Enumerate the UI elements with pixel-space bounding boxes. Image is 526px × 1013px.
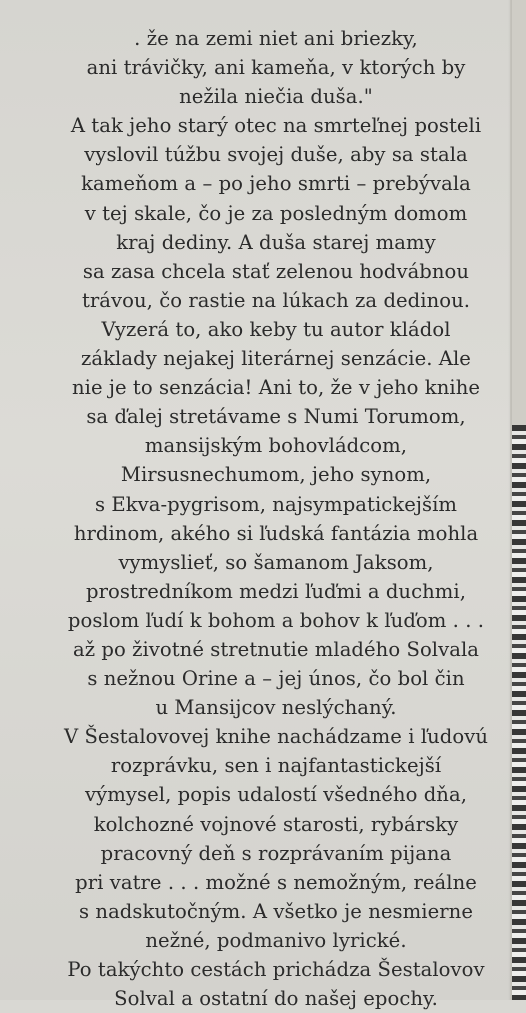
text-line: s nadskutočným. A všetko je nesmierne bbox=[79, 899, 473, 923]
cover-pattern-strip bbox=[512, 425, 526, 1000]
text-line: rozprávku, sen i najfantastickejší bbox=[110, 754, 442, 778]
text-line: . že na zemi niet ani briezky, bbox=[134, 27, 418, 50]
text-line: nie je to senzácia! Ani to, že v jeho knihe bbox=[71, 376, 481, 400]
text-line: sa ďalej stretávame s Numi Torumom, bbox=[86, 405, 466, 429]
text-line: Solval a ostatní do našej epochy. bbox=[114, 987, 438, 1011]
text-block bbox=[58, 24, 494, 1013]
text-line: v tej skale, čo je za posledným domom bbox=[84, 201, 468, 225]
text-line: kolchozné vojnové starosti, rybársky bbox=[93, 812, 459, 836]
text-line: nežné, podmanivo lyrické. bbox=[145, 928, 407, 952]
text-line: prostredníkom medzi ľuďmi a duchmi, bbox=[85, 579, 467, 603]
text-line: V Šestalovovej knihe nachádzame i ľudovú bbox=[63, 725, 489, 749]
text-line: poslom ľudí k bohom a bohov k ľuďom . . . bbox=[67, 608, 485, 632]
text-line: s nežnou Orine a – jej únos, čo bol čin bbox=[87, 667, 465, 691]
text-line: Po takýchto cestách prichádza Šestalovov bbox=[67, 958, 485, 981]
text-line: vymyslieť, so šamanom Jaksom, bbox=[118, 550, 434, 574]
text-line: u Mansijcov neslýchaný. bbox=[155, 696, 397, 720]
text-line: hrdinom, akého si ľudská fantázia mohla bbox=[73, 521, 479, 545]
text-line: kraj dediny. A duša starej mamy bbox=[116, 230, 436, 254]
text-line: kameňom a – po jeho smrti – prebývala bbox=[81, 172, 471, 196]
text-line: nežila niečia duša." bbox=[179, 85, 373, 109]
text-line: Vyzerá to, ako keby tu autor kládol bbox=[101, 317, 451, 341]
text-line: Mirsusnechumom, jeho synom, bbox=[120, 463, 432, 487]
text-line: ani trávičky, ani kameňa, v ktorých by bbox=[86, 56, 466, 80]
text-line: pracovný deň s rozprávaním pijana bbox=[100, 841, 452, 865]
text-line: vyslovil túžbu svojej duše, aby sa stala bbox=[84, 143, 468, 167]
text-line: výmysel, popis udalostí všedného dňa, bbox=[85, 783, 467, 807]
text-line: mansijským bohovládcom, bbox=[144, 434, 408, 458]
text-line: sa zasa chcela stať zelenou hodvábnou bbox=[82, 259, 470, 283]
text-line: A tak jeho starý otec na smrteľnej posteli bbox=[70, 114, 482, 138]
text-line: až po životné stretnutie mladého Solvala bbox=[72, 637, 480, 661]
text-line: s Ekva-pygrisom, najsympatickejším bbox=[94, 492, 458, 516]
text-line: základy nejakej literárnej senzácie. Ale bbox=[81, 347, 471, 371]
text-line: trávou, čo rastie na lúkach za dedinou. bbox=[81, 288, 471, 312]
text-line: pri vatre . . . možné s nemožným, reálne bbox=[75, 870, 477, 894]
